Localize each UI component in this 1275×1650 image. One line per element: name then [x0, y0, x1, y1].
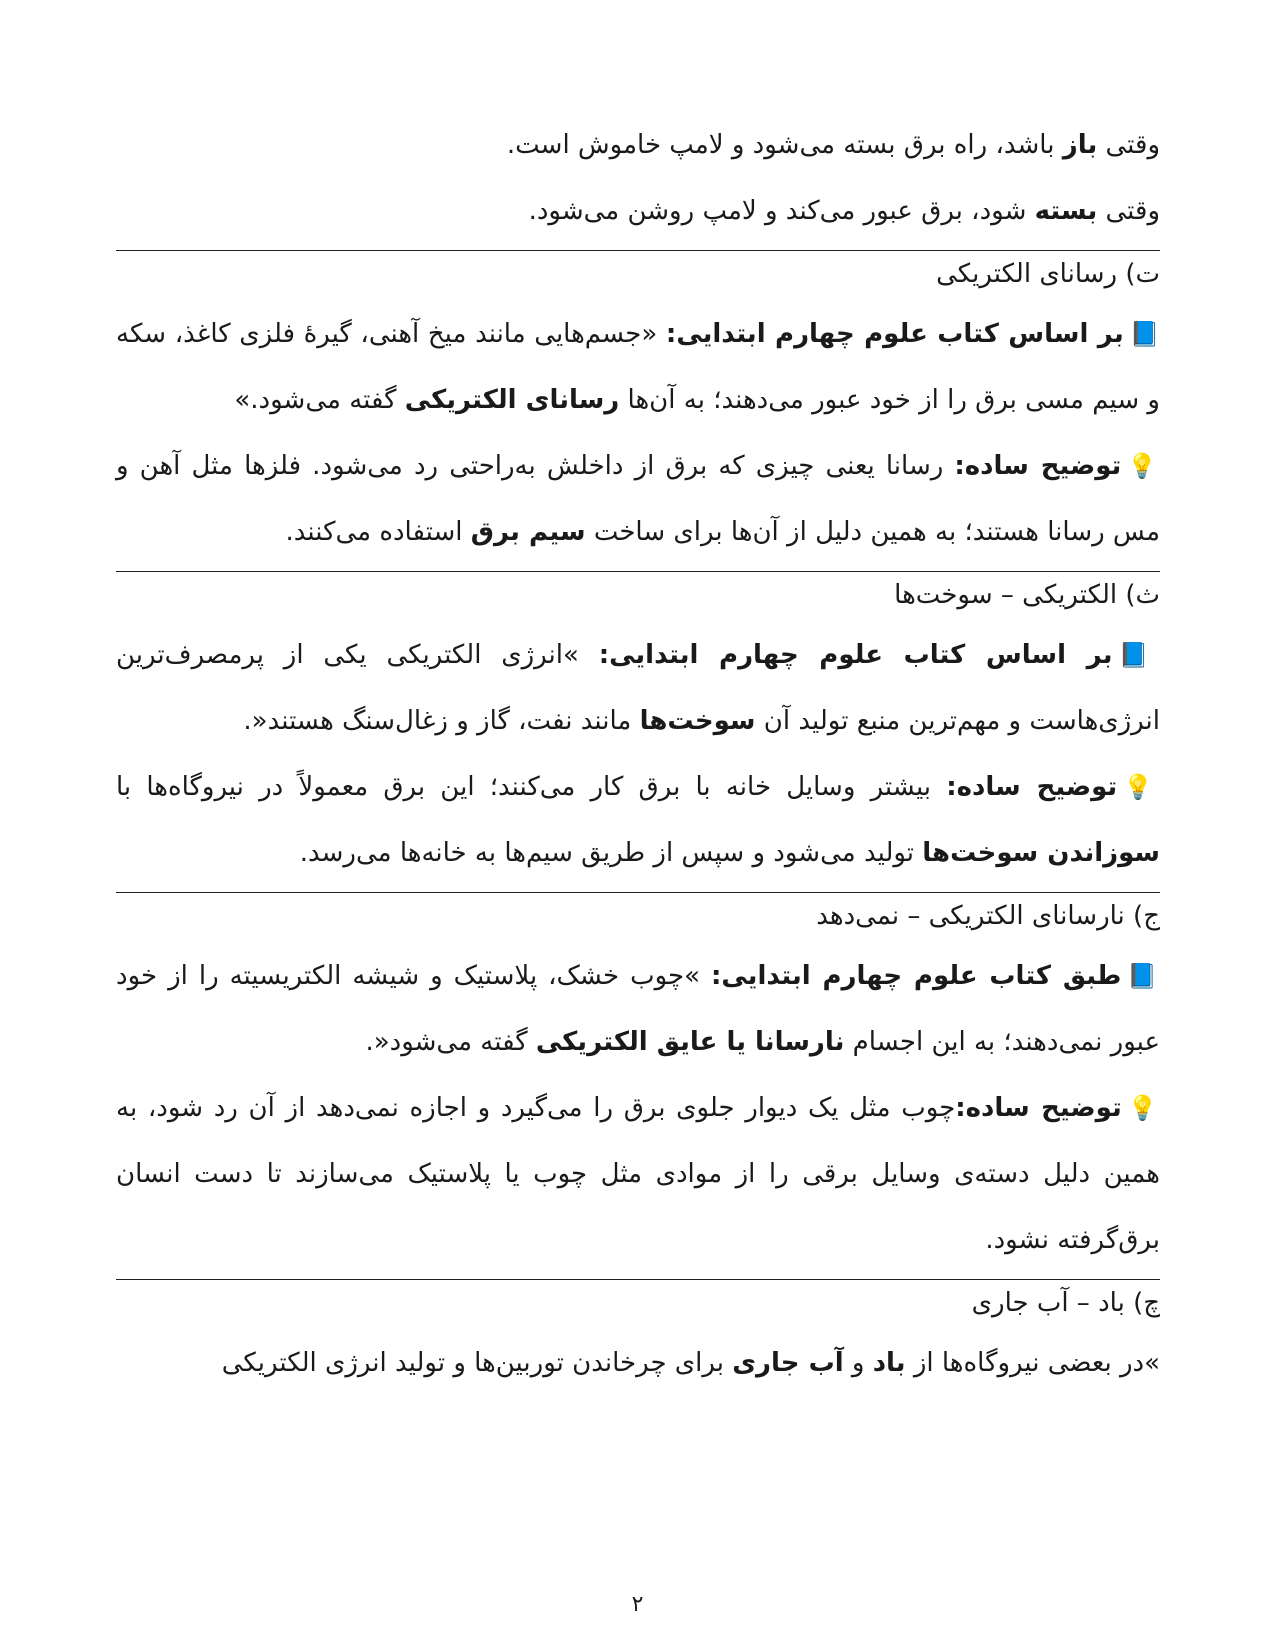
- bold-term: بسته: [1034, 196, 1098, 226]
- section-fuels: [116, 571, 1160, 886]
- bold-term: رسانای الکتریکی: [404, 385, 620, 415]
- text-run: وقتی: [1097, 196, 1160, 226]
- text-run: برای چرخاندن توربین‌ها و تولید انرژی الکتریکی: [221, 1348, 733, 1378]
- explanation-label: توضیح ساده:: [954, 451, 1122, 481]
- text-run: »در بعضی نیروگاه‌ها از: [905, 1348, 1160, 1378]
- book-icon: 📘: [1118, 641, 1161, 669]
- book-label: بر اساس کتاب علوم چهارم ابتدایی:: [665, 319, 1124, 349]
- section-heading: چ) باد – آب جاری: [971, 1288, 1160, 1318]
- lightbulb-icon: 💡: [1123, 773, 1160, 801]
- book-quote: [116, 943, 1160, 1075]
- bold-term: نارسانا یا عایق الکتریکی: [535, 1027, 845, 1057]
- simple-explanation: [116, 433, 1160, 565]
- text-run: استفاده می‌کنند.: [285, 517, 471, 547]
- section-insulator: [116, 892, 1160, 1273]
- book-icon: 📘: [1129, 320, 1160, 348]
- text-run: رسانا یعنی چیزی که برق از داخلش به‌راحتی رد می‌شود. فلزها مثل آهن و مس رسانا هستند؛ به همین دلیل از آن‌ها برای ساخت: [116, 451, 1160, 547]
- section-heading: ث) الکتریکی – سوخت‌ها: [894, 580, 1160, 610]
- book-quote: [116, 622, 1160, 754]
- text-run: وقتی: [1097, 130, 1160, 160]
- section-heading: ت) رسانای الکتریکی: [936, 259, 1160, 289]
- lightbulb-icon: 💡: [1127, 1094, 1160, 1122]
- explanation-label: توضیح ساده:: [946, 772, 1118, 802]
- intro-line-2: [116, 178, 1160, 244]
- intro-line-1: [116, 112, 1160, 178]
- text-run: »انرژی الکتریکی یکی از پرمصرف‌ترین انرژی‌هاست و مهم‌ترین منبع تولید آن: [116, 640, 1160, 736]
- lightbulb-icon: 💡: [1127, 452, 1160, 480]
- page-number: ۲: [631, 1592, 644, 1617]
- text-run: تولید می‌شود و سپس از طریق سیم‌ها به خانه‌ها می‌رسد.: [299, 838, 923, 868]
- book-label: طبق کتاب علوم چهارم ابتدایی:: [710, 961, 1122, 991]
- bold-term: باز: [1062, 130, 1098, 160]
- explanation-label: توضیح ساده:: [955, 1093, 1122, 1123]
- text-run: باشد، راه برق بسته می‌شود و لامپ خاموش است.: [506, 130, 1063, 160]
- text-run: »چوب خشک، پلاستیک و شیشه الکتریسیته را از خود عبور نمی‌دهند؛ به این اجسام: [116, 961, 1160, 1057]
- text-run: و: [843, 1348, 873, 1378]
- document-page: [116, 112, 1160, 1396]
- bold-term: سیم برق: [470, 517, 586, 547]
- text-run: مانند نفت، گاز و زغال‌سنگ هستند«.: [243, 706, 640, 736]
- bold-term: آب جاری: [732, 1348, 844, 1378]
- text-run: «جسم‌هایی مانند میخ آهنی، گیرهٔ فلزی کاغذ، سکه و سیم مسی برق را از خود عبور می‌دهند؛ به آن‌ها: [116, 319, 1160, 415]
- section-wind-water: [116, 1279, 1160, 1396]
- intro-block: [116, 112, 1160, 244]
- section-heading: ج) نارسانای الکتریکی – نمی‌دهد: [816, 901, 1160, 931]
- bold-term: سوزاندن سوخت‌ها: [922, 838, 1160, 868]
- body-text: [116, 1330, 1160, 1396]
- simple-explanation: [116, 754, 1160, 886]
- bold-term: باد: [872, 1348, 906, 1378]
- bold-term: سوخت‌ها: [639, 706, 756, 736]
- text-run: بیشتر وسایل خانه با برق کار می‌کنند؛ این برق معمولاً در نیروگاه‌ها با: [116, 772, 947, 802]
- book-label: بر اساس کتاب علوم چهارم ابتدایی:: [598, 640, 1113, 670]
- simple-explanation: [116, 1075, 1160, 1273]
- text-run: چوب مثل یک دیوار جلوی برق را می‌گیرد و اجازه نمی‌دهد از آن رد شود، به همین دلیل دسته‌ی وسایل برقی را از موادی مثل چوب یا پلاستیک می‌سازند تا دست انسان برق‌گرفته نشود.: [116, 1093, 1160, 1255]
- text-run: گفته می‌شود.»: [234, 385, 405, 415]
- text-run: گفته می‌شود«.: [365, 1027, 536, 1057]
- section-conductor: [116, 250, 1160, 565]
- book-quote: [116, 301, 1160, 433]
- book-icon: 📘: [1127, 962, 1160, 990]
- text-run: شود، برق عبور می‌کند و لامپ روشن می‌شود.: [528, 196, 1035, 226]
